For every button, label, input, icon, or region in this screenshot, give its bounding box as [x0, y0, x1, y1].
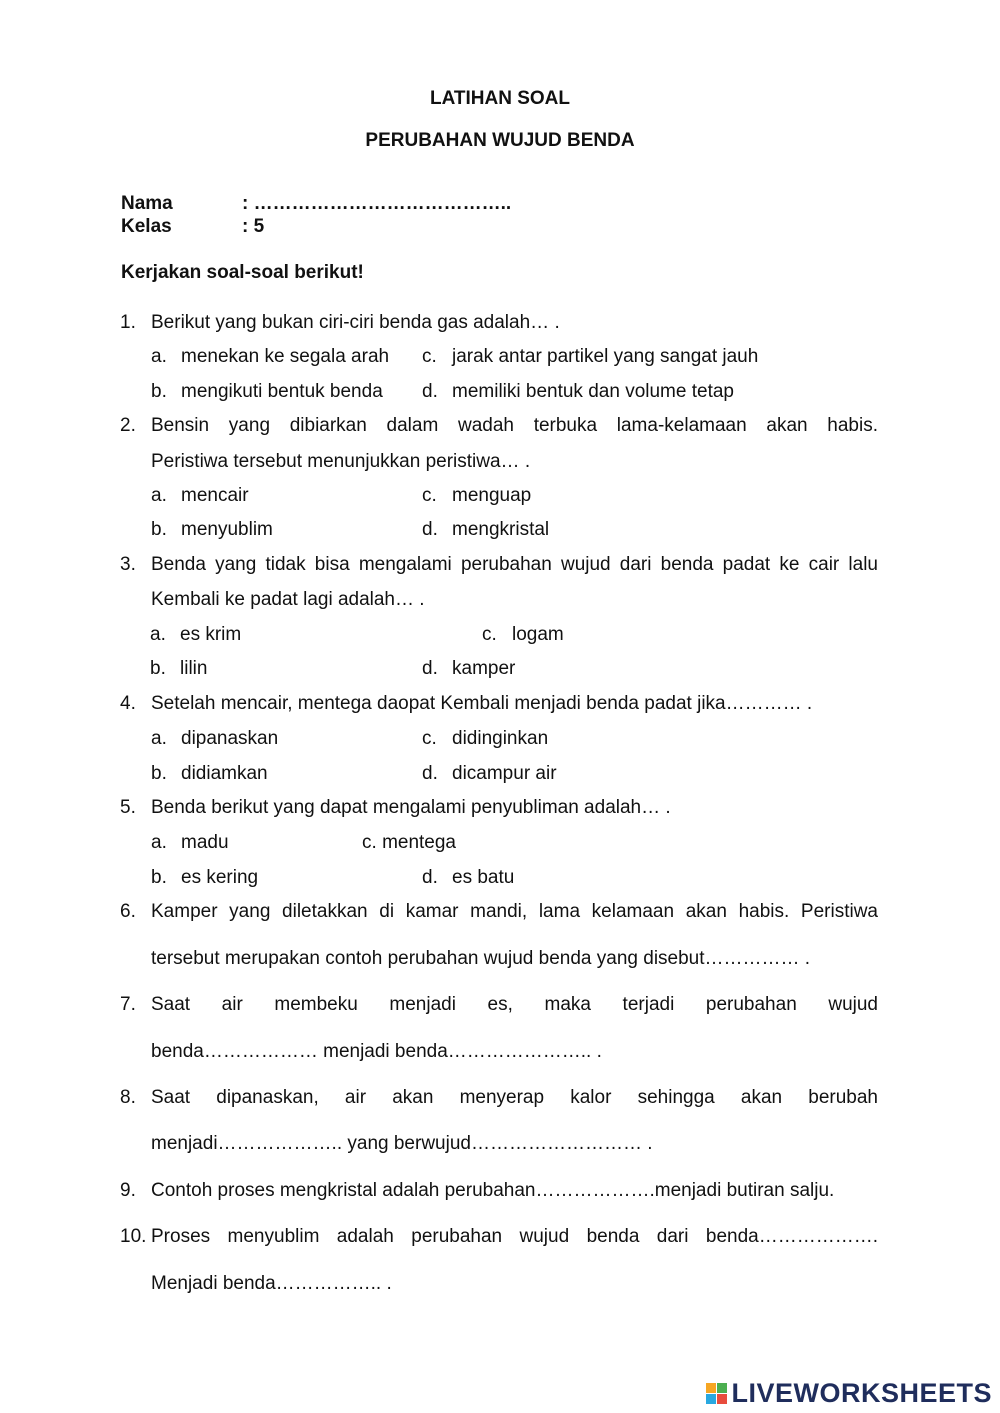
- class-value: : 5: [242, 216, 265, 237]
- instruction: Kerjakan soal-soal berikut!: [121, 262, 364, 283]
- option-c[interactable]: c. logam: [482, 624, 564, 645]
- question-number: 10.: [120, 1226, 147, 1247]
- name-field[interactable]: : …………………………………..: [242, 193, 512, 214]
- question-text: Benda berikut yang dapat mengalami penyubliman adalah… .: [151, 797, 671, 818]
- question-number: 7.: [120, 994, 136, 1015]
- question-text-line-1: Saat air membeku menjadi es, maka terjadi perubahan wujud: [151, 994, 878, 1015]
- name-label: Nama: [121, 193, 173, 214]
- question-number: 4.: [120, 693, 136, 714]
- option-b[interactable]: b. didiamkan: [151, 763, 268, 784]
- logo-square-icon: [706, 1383, 716, 1393]
- logo-mark-icon: [706, 1383, 727, 1404]
- option-b[interactable]: b. es kering: [151, 867, 259, 888]
- option-a[interactable]: a. mencair: [151, 485, 249, 506]
- question-text-line-2[interactable]: menjadi……………….. yang berwujud……………………… .: [151, 1133, 653, 1154]
- option-d[interactable]: d. es batu: [422, 867, 515, 888]
- question-text-line-1[interactable]: Proses menyublim adalah perubahan wujud benda dari benda……………….: [151, 1226, 878, 1247]
- option-b[interactable]: b. mengikuti bentuk benda: [151, 381, 383, 402]
- question-number: 9.: [120, 1180, 136, 1201]
- logo-square-icon: [706, 1394, 716, 1404]
- question-text-line-1: Bensin yang dibiarkan dalam wadah terbuka lama-kelamaan akan habis.: [151, 415, 878, 436]
- question-text: Berikut yang bukan ciri-ciri benda gas adalah… .: [151, 312, 560, 333]
- option-a[interactable]: a. dipanaskan: [151, 728, 279, 749]
- option-d[interactable]: d. dicampur air: [422, 763, 557, 784]
- option-a[interactable]: a. es krim: [150, 624, 242, 645]
- option-a[interactable]: a. madu: [151, 832, 229, 853]
- option-c[interactable]: c. mentega: [362, 832, 457, 853]
- logo-square-icon: [717, 1383, 727, 1393]
- question-number: 1.: [120, 312, 136, 333]
- option-b[interactable]: b. lilin: [150, 658, 208, 679]
- question-text-line-1: Kamper yang diletakkan di kamar mandi, lama kelamaan akan habis. Peristiwa: [151, 901, 878, 922]
- brand-text: LIVEWORKSHEETS: [731, 1378, 992, 1408]
- question-number: 8.: [120, 1087, 136, 1108]
- question-text-line-2[interactable]: tersebut merupakan contoh perubahan wujud benda yang disebut…………… .: [151, 948, 811, 969]
- question-text: Setelah mencair, mentega daopat Kembali menjadi benda padat jika………… .: [151, 693, 813, 714]
- logo-square-icon: [717, 1394, 727, 1404]
- question-text-line-1: Saat dipanaskan, air akan menyerap kalor sehingga akan berubah: [151, 1087, 878, 1108]
- question-text-line-2: Peristiwa tersebut menunjukkan peristiwa… .: [151, 451, 531, 472]
- question-text[interactable]: Contoh proses mengkristal adalah perubahan……………….menjadi butiran salju.: [151, 1180, 835, 1201]
- question-text-line-1: Benda yang tidak bisa mengalami perubahan wujud dari benda padat ke cair lalu: [151, 554, 878, 575]
- question-text-line-2: Kembali ke padat lagi adalah… .: [151, 589, 425, 610]
- option-d[interactable]: d. memiliki bentuk dan volume tetap: [422, 381, 734, 402]
- page-title: LATIHAN SOAL: [429, 88, 571, 109]
- question-number: 5.: [120, 797, 136, 818]
- option-d[interactable]: d. mengkristal: [422, 519, 550, 540]
- option-d[interactable]: d. kamper: [422, 658, 516, 679]
- option-c[interactable]: c. menguap: [422, 485, 532, 506]
- question-text-line-2[interactable]: Menjadi benda…………….. .: [151, 1273, 392, 1294]
- question-number: 3.: [120, 554, 136, 575]
- liveworksheets-logo[interactable]: [706, 1378, 992, 1409]
- question-number: 2.: [120, 415, 136, 436]
- question-text-line-2[interactable]: benda……………… menjadi benda………………….. .: [151, 1041, 602, 1062]
- option-a[interactable]: a. menekan ke segala arah: [151, 346, 390, 367]
- option-c[interactable]: c. didinginkan: [422, 728, 549, 749]
- class-label: Kelas: [121, 216, 172, 237]
- page-subtitle: PERUBAHAN WUJUD BENDA: [365, 130, 635, 151]
- option-c[interactable]: c. jarak antar partikel yang sangat jauh: [422, 346, 759, 367]
- question-number: 6.: [120, 901, 136, 922]
- option-b[interactable]: b. menyublim: [151, 519, 273, 540]
